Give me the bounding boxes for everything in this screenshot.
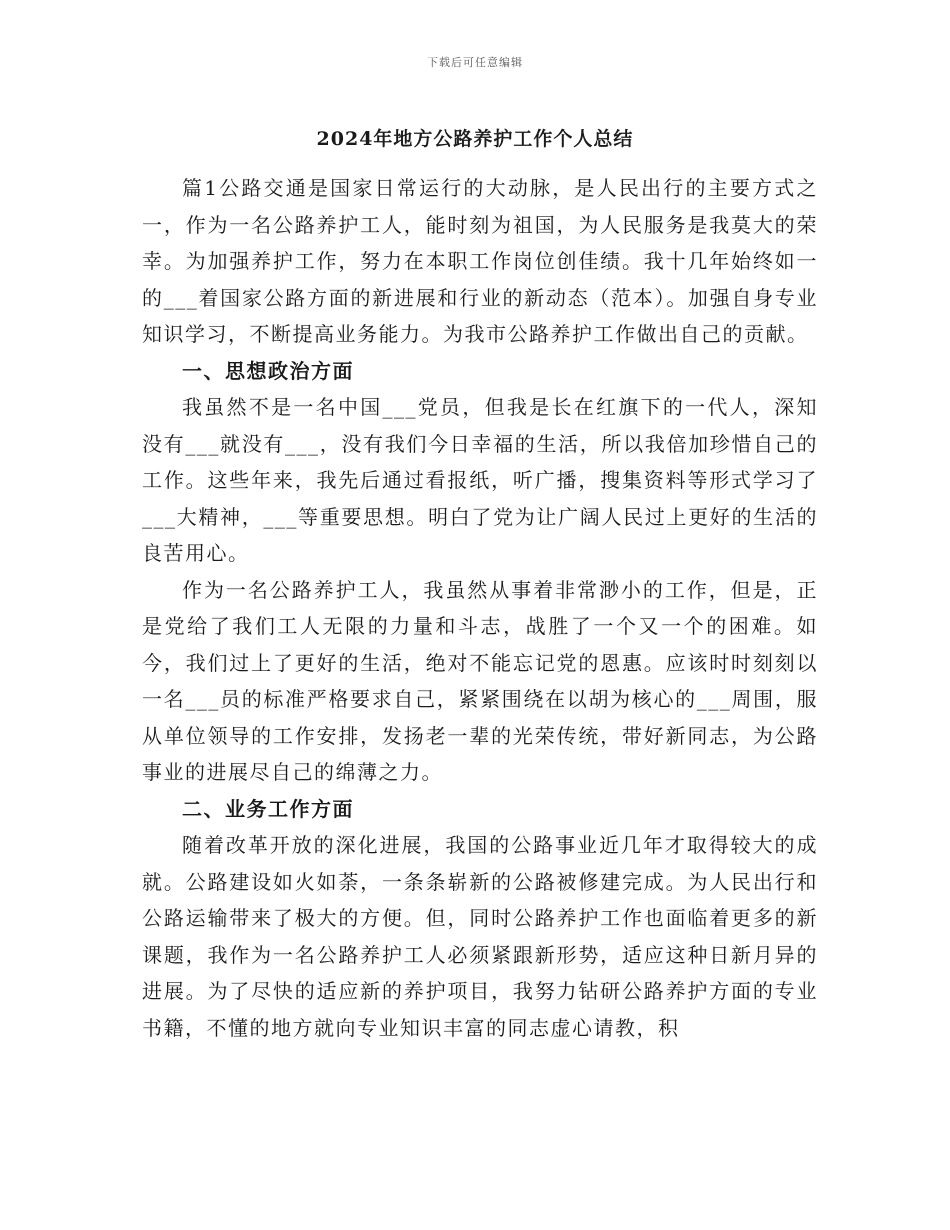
- intro-paragraph: 篇1公路交通是国家日常运行的大动脉，是人民出行的主要方式之一，作为一名公路养护工人，能时刻为祖国，为人民服务是我莫大的荣幸。为加强养护工作，努力在本职工作岗位创佳绩。我十几年始终如一的___着国家公路方面的新进展和行业的新动态（范本）。加强自身专业知识学习，不断提高业务能力。为我市公路养护工作做出自己的贡献。: [142, 176, 818, 346]
- header-note: 下载后可任意编辑: [427, 56, 523, 69]
- document-body: [142, 170, 818, 1046]
- political-paragraph-1: 我虽然不是一名中国___党员，但我是长在红旗下的一代人，深知没有___就没有___，没有我们今日幸福的生活，所以我倍加珍惜自己的工作。这些年来，我先后通过看报纸，听广播，搜集资料等形式学习了___大精神，___等重要思想。明白了党为让广阔人民过上更好的生活的良苦用心。: [142, 395, 818, 565]
- section-heading-business: 二、业务工作方面: [182, 796, 354, 821]
- document-title: 2024年地方公路养护工作个人总结: [316, 128, 634, 150]
- business-paragraph-1: 随着改革开放的深化进展，我国的公路事业近几年才取得较大的成就。公路建设如火如荼，一条条崭新的公路被修建完成。为人民出行和公路运输带来了极大的方便。但，同时公路养护工作也面临着更多的新课题，我作为一名公路养护工人必须紧跟新形势，适应这种日新月异的进展。为了尽快的适应新的养护项目，我努力钻研公路养护方面的专业书籍，不懂的地方就向专业知识丰富的同志虚心请教，积: [142, 833, 818, 1040]
- section-heading-political: 一、思想政治方面: [182, 358, 354, 383]
- political-paragraph-2: 作为一名公路养护工人，我虽然从事着非常渺小的工作，但是，正是党给了我们工人无限的力量和斗志，战胜了一个又一个的困难。如今，我们过上了更好的生活，绝对不能忘记党的恩惠。应该时时刻刻以一名___员的标准严格要求自己，紧紧围绕在以胡为核心的___周围，服从单位领导的工作安排，发扬老一辈的光荣传统，带好新同志，为公路事业的进展尽自己的绵薄之力。: [142, 577, 818, 784]
